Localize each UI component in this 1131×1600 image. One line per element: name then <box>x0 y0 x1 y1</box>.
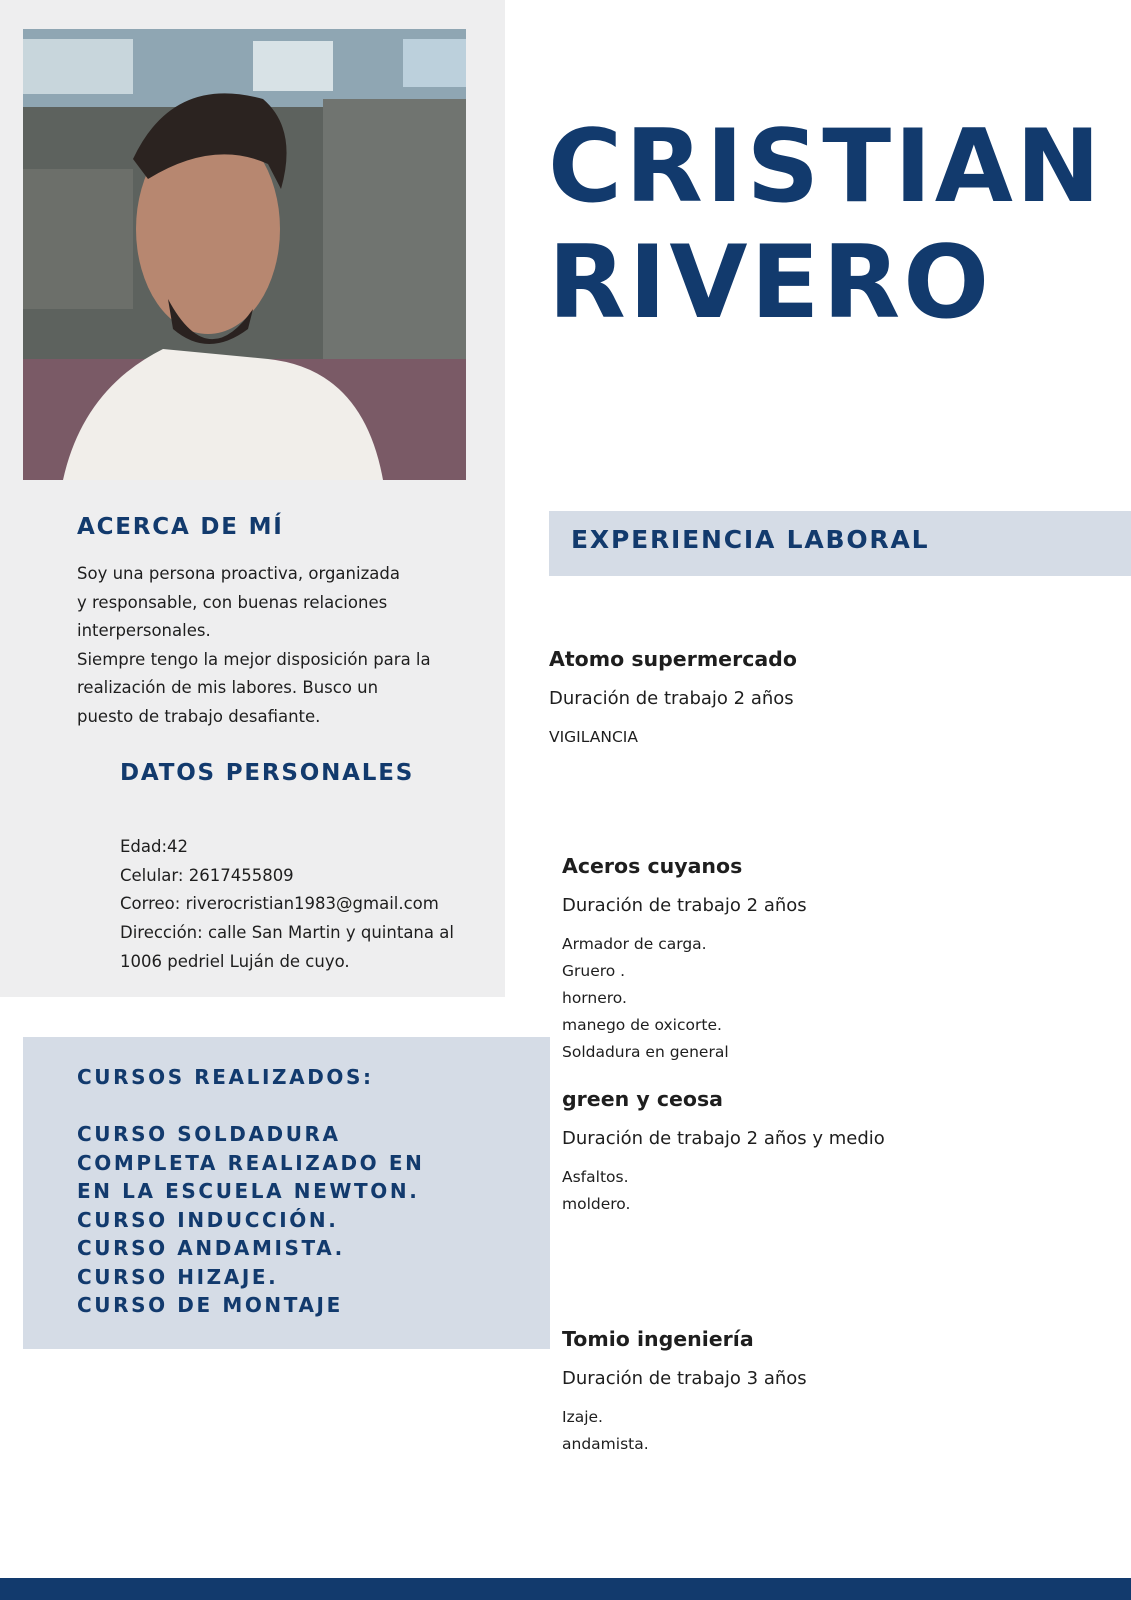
job-task: Gruero . <box>562 962 626 980</box>
job-task: manego de oxicorte. <box>562 1016 722 1034</box>
job-duration: Duración de trabajo 3 años <box>562 1368 807 1389</box>
job-tasks <box>562 1404 807 1458</box>
job-task: Asfaltos. <box>562 1168 629 1186</box>
course-item: CURSO ANDAMISTA. <box>77 1236 345 1260</box>
about-title: ACERCA DE MÍ <box>77 514 284 540</box>
course-item: EN LA ESCUELA NEWTON. <box>77 1179 420 1203</box>
address-line: Dirección: calle San Martin y quintana al <box>120 923 454 943</box>
job-duration: Duración de trabajo 2 años <box>562 895 807 916</box>
profile-photo <box>23 29 466 480</box>
job-duration: Duración de trabajo 2 años y medio <box>562 1128 885 1149</box>
about-line: realización de mis labores. Busco un <box>77 678 379 697</box>
phone: Celular: 2617455809 <box>120 865 294 885</box>
courses-list <box>77 1063 424 1320</box>
job-company: Tomio ingeniería <box>562 1327 754 1351</box>
course-item: CURSO INDUCCIÓN. <box>77 1207 339 1232</box>
name-heading <box>548 108 1103 340</box>
about-line: Siempre tengo la mejor disposición para la <box>77 649 431 669</box>
experience-title: EXPERIENCIA LABORAL <box>571 525 930 554</box>
first-name: CRISTIAN <box>548 107 1104 225</box>
job-tasks <box>562 1164 885 1218</box>
about-line: y responsable, con buenas relaciones <box>77 592 388 612</box>
course-item: CURSO SOLDADURA <box>77 1122 341 1146</box>
job-task: Soldadura en general <box>562 1043 729 1061</box>
personal-data-title: DATOS PERSONALES <box>120 760 415 786</box>
job-task: VIGILANCIA <box>549 728 638 746</box>
job-tasks <box>549 724 797 751</box>
course-item: COMPLETA REALIZADO EN <box>77 1150 425 1175</box>
job-entry <box>562 1086 885 1218</box>
personal-data <box>120 833 454 977</box>
job-task: Armador de carga. <box>562 935 707 953</box>
about-text <box>77 560 477 731</box>
about-line: Soy una persona proactiva, organizada <box>77 564 400 583</box>
last-name: RIVERO <box>548 223 993 341</box>
job-company: green y ceosa <box>562 1087 723 1111</box>
address-line: 1006 pedriel Luján de cuyo. <box>120 951 350 971</box>
email: Correo: riverocristian1983@gmail.com <box>120 894 439 914</box>
job-task: andamista. <box>562 1435 649 1453</box>
courses-title: CURSOS REALIZADOS: <box>77 1065 374 1089</box>
job-tasks <box>562 931 807 1066</box>
about-line: puesto de trabajo desafiante. <box>77 706 321 726</box>
job-duration: Duración de trabajo 2 años <box>549 688 794 709</box>
course-item: CURSO HIZAJE. <box>77 1264 279 1289</box>
job-task: hornero. <box>562 989 627 1007</box>
age: Edad:42 <box>120 837 189 856</box>
about-line: interpersonales. <box>77 621 211 640</box>
courses-spacer <box>77 1092 424 1121</box>
job-entry <box>562 853 807 1066</box>
footer-bar <box>0 1578 1131 1600</box>
job-entry <box>562 1326 807 1458</box>
job-task: Izaje. <box>562 1408 603 1426</box>
job-entry <box>549 646 797 751</box>
job-task: moldero. <box>562 1195 631 1213</box>
course-item: CURSO DE MONTAJE <box>77 1293 343 1317</box>
job-company: Atomo supermercado <box>549 647 797 671</box>
job-company: Aceros cuyanos <box>562 854 743 878</box>
